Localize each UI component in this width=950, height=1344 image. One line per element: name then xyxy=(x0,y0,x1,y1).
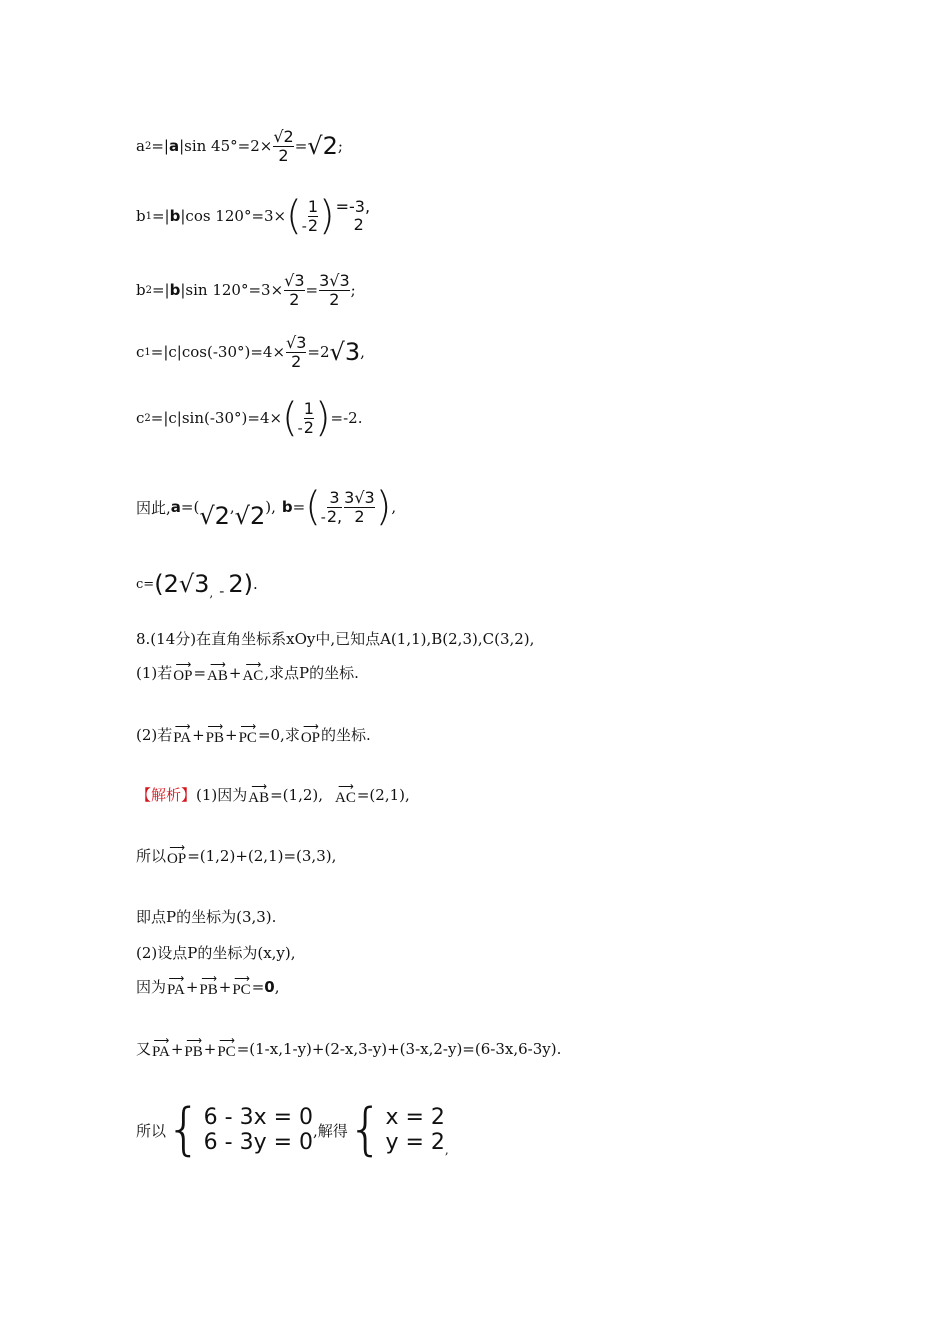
line-c-result xyxy=(136,568,258,600)
vector-name: PA xyxy=(167,981,185,998)
equation: 6 - 3y = 0 xyxy=(203,1130,314,1155)
fraction xyxy=(336,198,370,233)
line-c2 xyxy=(136,395,363,441)
text: 即点P的坐标为(3,3). xyxy=(136,908,277,926)
vector-name: AC xyxy=(335,789,356,806)
vector-name: PB xyxy=(184,1043,203,1060)
text: =0,求 xyxy=(257,726,300,745)
line-therefore xyxy=(136,484,396,530)
text: =(1-x,1-y)+(2-x,3-y)+(3-x,2-y)=(6-3x,6-3y). xyxy=(236,1039,562,1058)
sqrt-value: 2√3 xyxy=(163,570,210,598)
equation: x = 2 xyxy=(385,1104,445,1130)
text: (1)因为 xyxy=(196,786,248,805)
text: + xyxy=(192,725,205,744)
denominator: 2 xyxy=(329,289,340,309)
left-paren: ( xyxy=(154,570,164,598)
var-c: c xyxy=(136,409,145,427)
zero-vector: 0 xyxy=(264,977,275,996)
text: =2 xyxy=(307,343,330,362)
vector-label xyxy=(167,973,185,998)
sqrt-value: √2 xyxy=(199,502,230,530)
text: =|c|cos(-30°)=4× xyxy=(150,343,286,362)
arrow-icon: ⟶ xyxy=(174,721,190,733)
text: . xyxy=(252,575,258,593)
numerator: 3 xyxy=(329,487,340,507)
arrow-icon: ⟶ xyxy=(168,973,184,985)
vector-label xyxy=(173,659,193,684)
text: (2)设点P的坐标为(x,y), xyxy=(136,944,296,962)
vector-b: b xyxy=(169,281,181,300)
numerator: =-3, xyxy=(335,197,371,217)
fraction xyxy=(308,198,318,234)
denominator: 2 xyxy=(278,145,289,165)
text: = xyxy=(251,977,265,996)
vector-b: b xyxy=(169,207,181,225)
vector-label xyxy=(167,842,187,867)
vector-label xyxy=(242,659,264,684)
equation-system xyxy=(204,1105,313,1156)
subscript: 2 xyxy=(145,284,152,296)
arrow-icon: ⟶ xyxy=(338,781,353,793)
fraction xyxy=(344,489,375,525)
text: (2)若 xyxy=(136,726,173,745)
vector-a: a xyxy=(170,498,181,516)
denominator: 2 xyxy=(303,417,314,437)
text: 因此, xyxy=(136,498,171,517)
text: , xyxy=(229,498,235,516)
arrow-icon: ⟶ xyxy=(251,781,267,793)
vector-label xyxy=(205,721,224,746)
minus-sign: - xyxy=(320,508,326,526)
text: , xyxy=(360,343,365,362)
numerator: 1 xyxy=(303,398,314,418)
solution-system xyxy=(385,1105,444,1156)
text: = xyxy=(294,137,308,156)
sqrt-value: √3 xyxy=(329,338,361,367)
text: c= xyxy=(136,576,155,592)
vector-label xyxy=(248,781,270,806)
vector-name: OP xyxy=(167,850,187,867)
vector-name: PB xyxy=(205,729,224,746)
arrow-icon: ⟶ xyxy=(153,1035,169,1047)
vector-name: PC xyxy=(238,729,257,746)
numerator: 1 xyxy=(307,196,318,216)
right-paren: ) xyxy=(243,570,253,598)
arrow-icon: ⟶ xyxy=(219,1035,234,1047)
arrow-icon: ⟶ xyxy=(234,973,249,985)
vector-label xyxy=(217,1035,236,1060)
text: =-2. xyxy=(330,409,363,427)
left-paren: ( xyxy=(286,193,302,239)
text: = xyxy=(193,663,207,682)
vector-label xyxy=(238,721,257,746)
vector-name: PA xyxy=(152,1043,170,1060)
denominator: 2 xyxy=(291,351,302,371)
arrow-icon: ⟶ xyxy=(186,1035,201,1047)
arrow-icon: ⟶ xyxy=(169,842,184,854)
text: ; xyxy=(337,137,343,156)
left-paren: ( xyxy=(305,484,321,530)
vector-name: AB xyxy=(248,789,270,806)
vector-name: PC xyxy=(217,1043,236,1060)
subscript: 2 xyxy=(144,140,152,152)
equation: y = 2 xyxy=(385,1130,445,1155)
solution-line-3 xyxy=(136,906,276,927)
vector-label xyxy=(300,721,321,746)
text: + xyxy=(203,1039,217,1058)
var-a: a xyxy=(136,137,145,156)
numerator: 3√3 xyxy=(344,487,375,507)
text: =|c|sin(-30°)=4× xyxy=(150,409,283,427)
numerator: √2 xyxy=(273,127,294,146)
vector-name: PC xyxy=(232,981,251,998)
fraction xyxy=(327,489,342,525)
fraction xyxy=(284,272,304,308)
text: , xyxy=(274,977,280,996)
text: =| xyxy=(151,207,170,225)
text: = xyxy=(305,281,319,300)
question-8-part-1 xyxy=(136,659,359,684)
vector-label xyxy=(335,781,356,806)
denominator: 2 xyxy=(354,506,365,526)
vector-name: OP xyxy=(300,729,321,746)
solution-line-7 xyxy=(136,1097,449,1162)
text: 的坐标. xyxy=(321,726,371,745)
arrow-icon: ⟶ xyxy=(245,659,261,671)
minus-sign: - xyxy=(297,419,303,437)
subscript: 1 xyxy=(145,210,152,222)
text: =(1,2)+(2,1)=(3,3), xyxy=(187,846,337,865)
text: |sin 120°=3× xyxy=(180,281,284,300)
text: ; xyxy=(350,281,356,300)
question-8-part-2 xyxy=(136,721,371,746)
question-text: 8.(14分)在直角坐标系xOy中,已知点A(1,1),B(2,3),C(3,2), xyxy=(136,630,535,648)
text: =| xyxy=(151,281,170,300)
text: 所以 xyxy=(136,1121,167,1140)
text: + xyxy=(218,977,232,996)
var-b: b xyxy=(136,207,146,225)
var-c: c xyxy=(136,343,145,362)
subscript: 2 xyxy=(144,412,151,424)
denominator: 2 xyxy=(353,215,364,234)
fraction xyxy=(304,400,314,436)
vector-name: OP xyxy=(173,667,193,684)
vector-label xyxy=(199,973,218,998)
arrow-icon: ⟶ xyxy=(303,721,318,733)
solution-line-5 xyxy=(136,973,280,998)
vector-label xyxy=(152,1035,170,1060)
vector-name: PB xyxy=(199,981,218,998)
text: + xyxy=(170,1039,184,1058)
solution-line-2 xyxy=(136,842,337,867)
text: ,解得 xyxy=(313,1121,348,1140)
numerator: 3√3 xyxy=(319,271,350,290)
text: (1)若 xyxy=(136,664,173,683)
text: =( xyxy=(180,498,200,516)
line-c1 xyxy=(136,334,365,370)
left-brace: { xyxy=(166,1097,202,1162)
number: 2 xyxy=(228,570,244,598)
text: =(2,1), xyxy=(356,785,410,804)
text: , xyxy=(391,498,397,516)
fraction xyxy=(319,272,350,308)
text: |sin 45°=2× xyxy=(179,137,273,156)
numerator: √3 xyxy=(286,333,307,352)
right-paren: ) xyxy=(375,484,392,530)
vector-label xyxy=(232,973,251,998)
arrow-icon: ⟶ xyxy=(207,721,223,733)
vector-label xyxy=(184,1035,203,1060)
arrow-icon: ⟶ xyxy=(210,659,225,671)
line-b1 xyxy=(136,193,371,239)
arrow-icon: ⟶ xyxy=(240,721,256,733)
denominator: 2, xyxy=(326,506,343,526)
left-brace: { xyxy=(347,1097,384,1162)
question-8 xyxy=(136,628,534,649)
solution-line-1 xyxy=(136,781,410,806)
arrow-icon: ⟶ xyxy=(175,659,191,671)
text: ), xyxy=(265,498,276,516)
sqrt-value: √2 xyxy=(234,502,266,530)
vector-label xyxy=(173,721,192,746)
vector-b: b xyxy=(281,498,293,516)
vector-name: PA xyxy=(173,729,192,746)
fraction xyxy=(286,334,306,370)
text: =(1,2), xyxy=(270,785,324,804)
vector-name: AB xyxy=(207,667,228,684)
text: , xyxy=(444,1143,449,1157)
minus-sign: - xyxy=(219,582,225,600)
right-paren: ) xyxy=(319,193,335,239)
text: 因为 xyxy=(136,978,167,997)
line-a2 xyxy=(136,128,343,164)
subscript: 1 xyxy=(144,346,151,358)
text: =| xyxy=(151,137,169,156)
text: + xyxy=(225,725,238,744)
text: |cos 120°=3× xyxy=(180,207,287,225)
denominator: 2 xyxy=(289,289,300,309)
analysis-tag: 【解析】 xyxy=(136,786,197,805)
vector-a: a xyxy=(168,137,180,156)
text: ,求点P的坐标. xyxy=(264,664,359,683)
right-paren: ) xyxy=(314,395,331,441)
text: + xyxy=(185,977,199,996)
solution-line-6 xyxy=(136,1035,562,1060)
denominator: 2 xyxy=(307,215,318,235)
text: + xyxy=(228,663,242,682)
text: 又 xyxy=(136,1040,152,1059)
equation: 6 - 3x = 0 xyxy=(203,1104,314,1130)
sqrt-value: √2 xyxy=(307,132,338,161)
text: 所以 xyxy=(136,847,167,866)
fraction xyxy=(273,128,293,164)
minus-sign: - xyxy=(301,217,307,235)
line-b2 xyxy=(136,272,356,308)
solution-line-4 xyxy=(136,942,296,963)
var-b: b xyxy=(136,281,146,300)
vector-name: AC xyxy=(242,667,264,684)
text: = xyxy=(292,498,306,516)
left-paren: ( xyxy=(282,395,298,441)
numerator: √3 xyxy=(284,271,305,290)
arrow-icon: ⟶ xyxy=(201,973,216,985)
vector-label xyxy=(207,659,228,684)
text: , xyxy=(209,586,214,600)
